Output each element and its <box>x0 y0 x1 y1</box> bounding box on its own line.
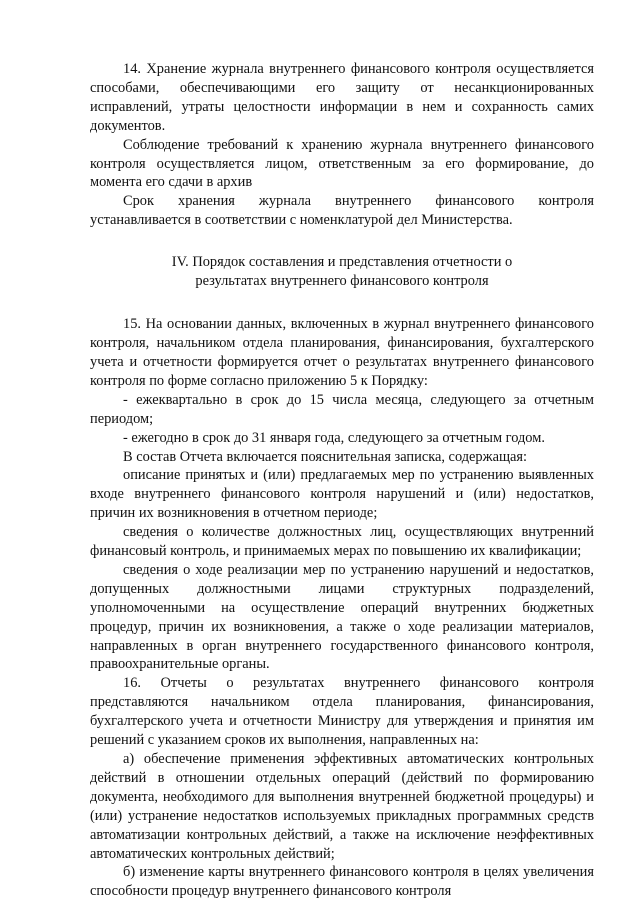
section-heading-line-1: IV. Порядок составления и представления отчетности о <box>171 254 513 271</box>
list-item-annually: - ежегодно в срок до 31 января года, следующего за отчетным годом. <box>123 429 545 446</box>
list-item-quarterly: - ежеквартально в срок до 15 числа месяца, следующего за отчетным периодом; <box>90 391 594 427</box>
paragraph-storage-term: Срок хранения журнала внутреннего финансового контроля устанавливается в соответствии с номенклатурой дел Министерства. <box>90 193 594 229</box>
document-page <box>90 60 594 901</box>
paragraph-16-reports: 16. Отчеты о результатах внутреннего финансового контроля представляются начальником отдела планирования, финансирования, бухгалтерского учета и отчетности Министру для утверждения и принятия им решений с указанием сроков их выполнения, направленных на: <box>90 675 594 749</box>
section-heading <box>90 253 594 291</box>
paragraph-officials-info: сведения о количестве должностных лиц, осуществляющих внутренний финансовый контроль, и принимаемых мерах по повышению их квалификации; <box>90 524 594 560</box>
section-heading-line-2: результатах внутреннего финансового контроля <box>195 273 489 290</box>
paragraph-14-storage: 14. Хранение журнала внутреннего финансового контроля осуществляется способами, обеспечивающими его защиту от несанкционированных исправлений, утраты целостности информации в нем и сохранность самих документов. <box>90 61 594 134</box>
paragraph-item-a: а) обеспечение применения эффективных автоматических контрольных действий в отношении отдельных операций (действий по формированию документа, необходимого для выполнения внутренней бюджетной процедуры) и (или) устранение недостатков используемых прикладных программных средств автоматизации контрольных действий, а также на исключение неэффективных автоматических контрольных действий; <box>90 751 594 862</box>
paragraph-15-report: 15. На основании данных, включенных в журнал внутреннего финансового контроля, начальником отдела планирования, финансирования, бухгалтерского учета и отчетности формируется отчет о результатах внутреннего финансового контроля по форме согласно приложению 5 к Порядку: <box>90 316 594 389</box>
paragraph-implementation-info: сведения о ходе реализации мер по устранению нарушений и недостатков, допущенных должностными лицами структурных подразделений, уполномоченными на осуществление операций внутренних бюджетных процедур, причин их возникновения, а также о ходе реализации материалов, направленных в орган внутреннего государственного финансового контроля, правоохранительные органы. <box>90 561 594 673</box>
paragraph-storage-requirements: Соблюдение требований к хранению журнала внутреннего финансового контроля осуществляется лицом, ответственным за его формирование, до момента его сдачи в архив <box>90 136 594 191</box>
paragraph-item-b: б) изменение карты внутреннего финансового контроля в целях увеличения способности процедур внутреннего финансового контроля <box>90 864 594 900</box>
paragraph-explanatory-note: В состав Отчета включается пояснительная записка, содержащая: <box>123 448 528 465</box>
paragraph-measures-description: описание принятых и (или) предлагаемых мер по устранению выявленных входе внутреннего финансового контроля нарушений и (или) недостатков, причин их возникновения в отчетном периоде; <box>90 467 594 522</box>
